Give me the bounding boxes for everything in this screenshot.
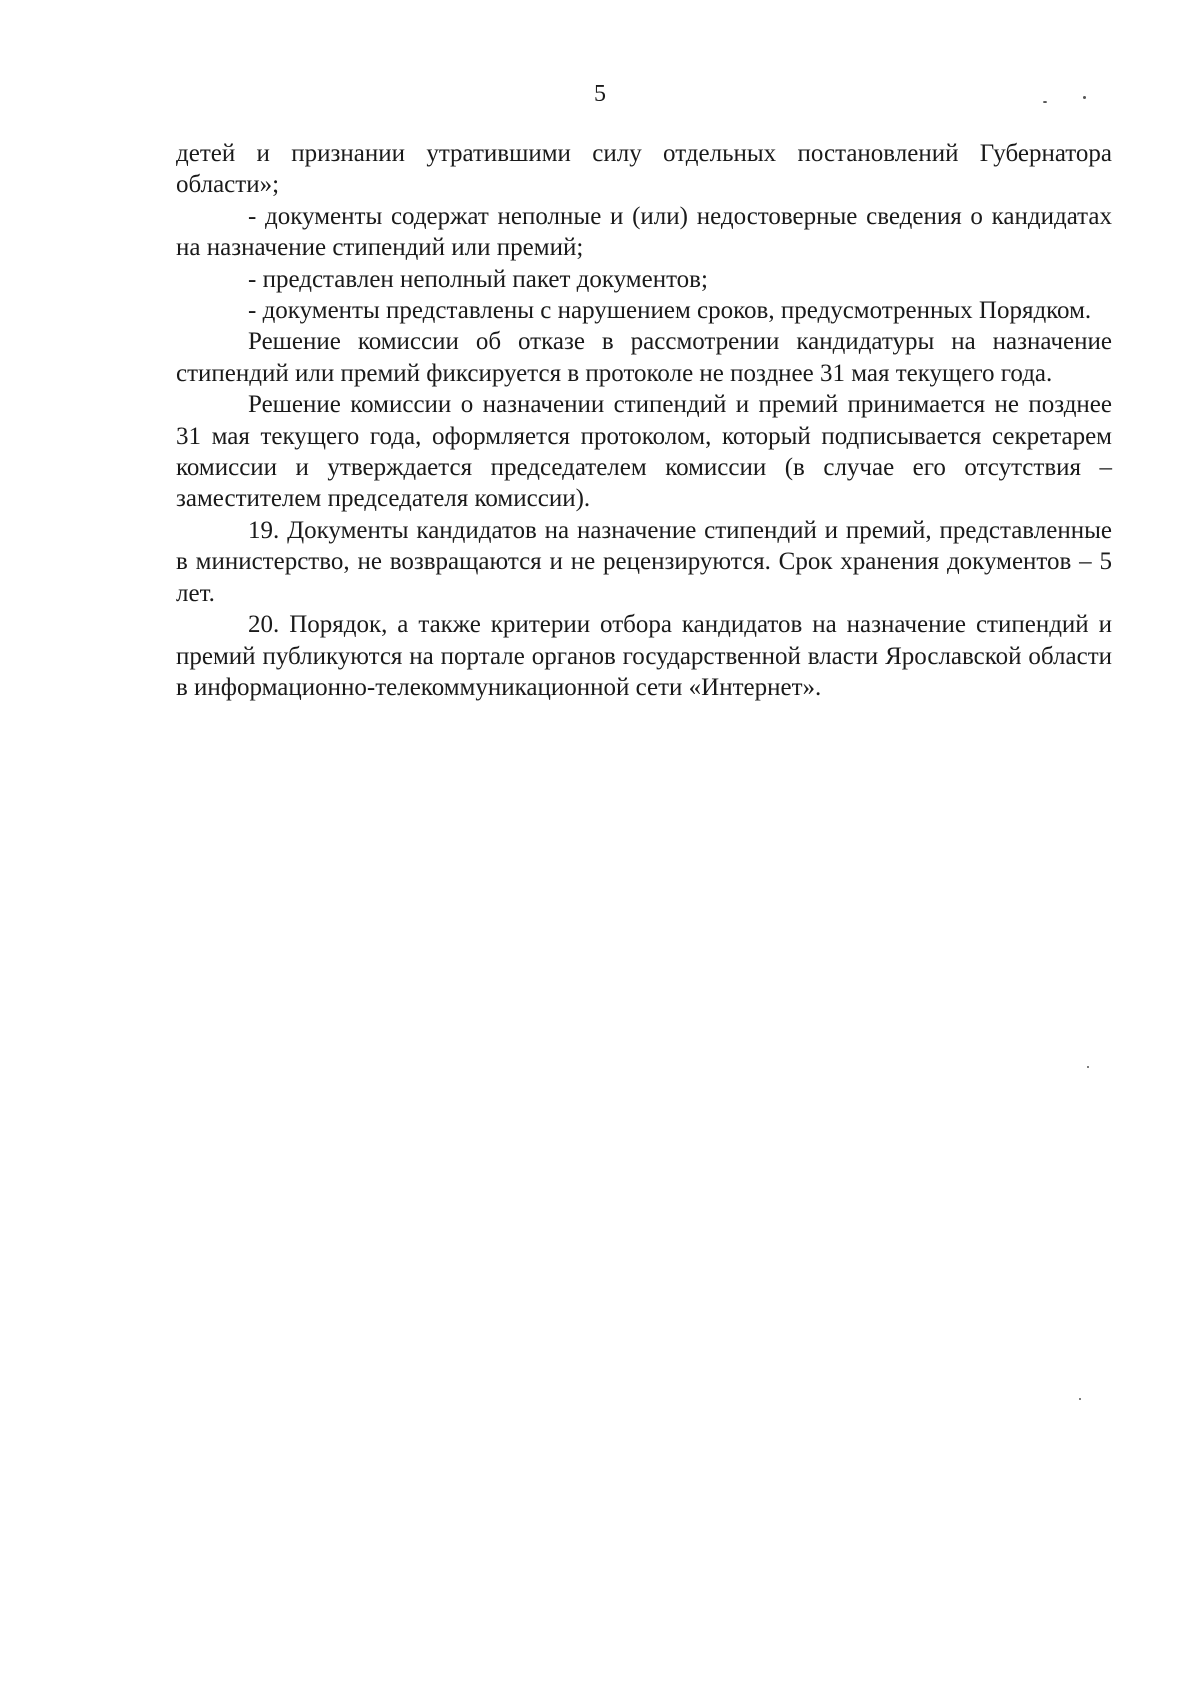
page-number: 5 (594, 81, 606, 107)
paragraph-continuation: детей и признании утратившими силу отдельных постановлений Губернатора области»; (176, 140, 1112, 199)
paragraph-list-item: - представлен неполный пакет документов; (248, 265, 708, 293)
scan-speck (1043, 101, 1047, 103)
paragraph-item-20: 20. Порядок, а также критерии отбора кандидатов на назначение стипендий и премий публикуются на портале органов государственной власти Ярославской области в информационно-телекоммуникационной сети «Интернет». (176, 611, 1112, 701)
scan-speck (1079, 1398, 1081, 1400)
scan-speck (1083, 96, 1086, 99)
paragraph-item-19: 19. Документы кандидатов на назначение стипендий и премий, представленные в министерство, не возвращаются и не рецензируются. Срок хранения документов – 5 лет. (176, 516, 1112, 607)
paragraph-list-item: - документы содержат неполные и (или) недостоверные сведения о кандидатах на назначение стипендий или премий; (176, 202, 1112, 262)
paragraph-refusal-decision: Решение комиссии об отказе в рассмотрении кандидатуры на назначение стипендий или премий фиксируется в протоколе не позднее 31 мая текущего года. (176, 328, 1112, 387)
scan-speck (1087, 1066, 1089, 1068)
document-body (176, 138, 1112, 703)
paragraph-appointment-decision: Решение комиссии о назначении стипендий и премий принимается не позднее 31 мая текущего года, оформляется протоколом, который подписывается секретарем комиссии и утверждается председателем комиссии (в случае его отсутствия – заместителем председателя комиссии). (176, 391, 1112, 513)
paragraph-list-item: - документы представлены с нарушением сроков, предусмотренных Порядком. (248, 297, 1092, 325)
